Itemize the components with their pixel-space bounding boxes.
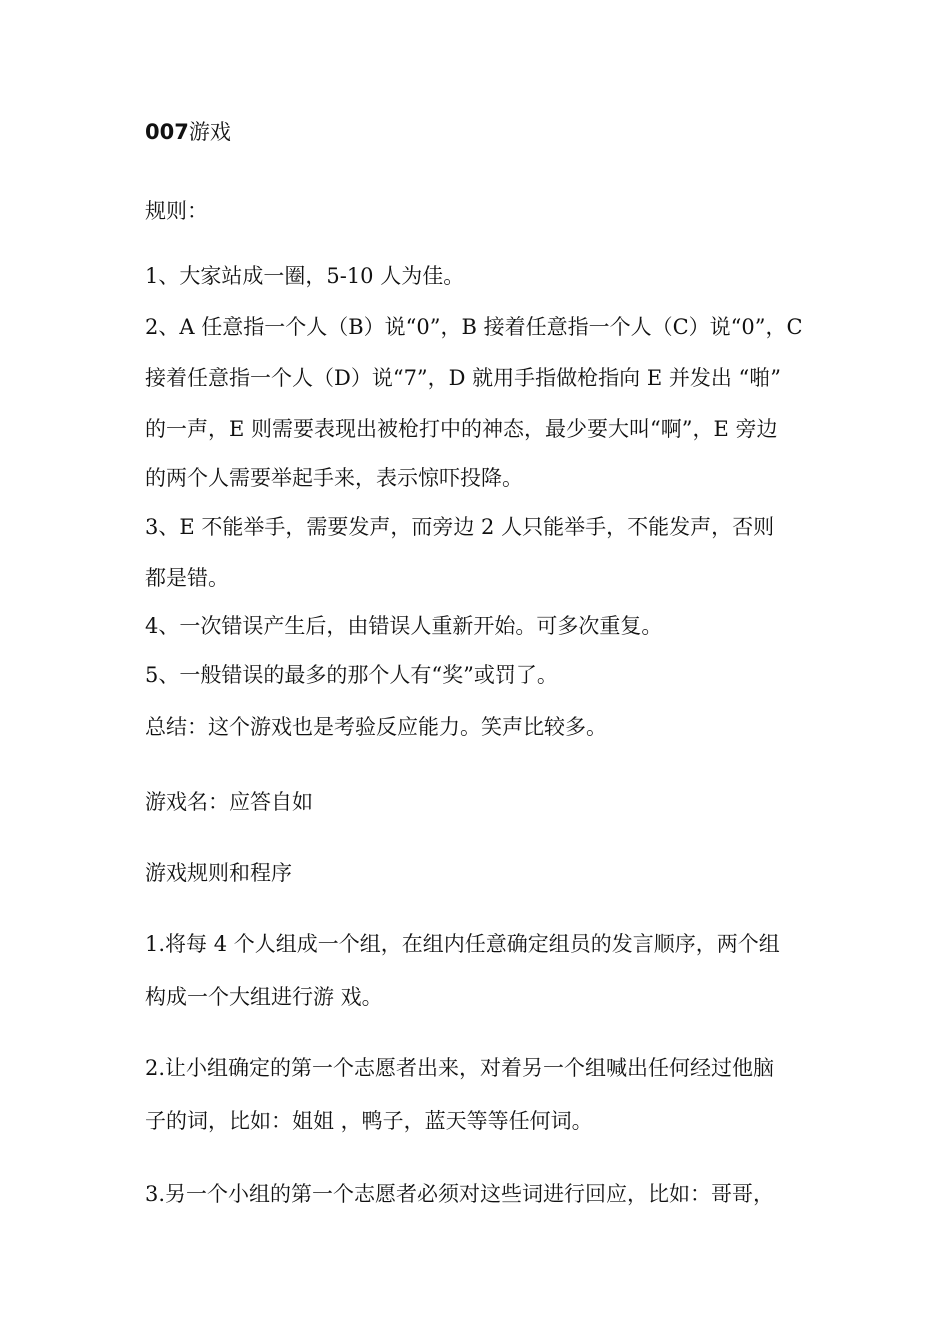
rule-line: 的两个人需要举起手来，表示惊吓投降。 <box>145 466 523 490</box>
rule-line: 1、大家站成一圈，5-10 人为佳。 <box>145 264 465 288</box>
rule-line: 都是错。 <box>145 566 229 590</box>
step-line: 1.将每 4 个人组成一个组，在组内任意确定组员的发言顺序，两个组 <box>145 932 780 956</box>
summary: 总结：这个游戏也是考验反应能力。笑声比较多。 <box>145 715 607 739</box>
rule-line: 5、一般错误的最多的那个人有“奖”或罚了。 <box>145 663 558 687</box>
step-line: 2.让小组确定的第一个志愿者出来，对着另一个组喊出任何经过他脑 <box>145 1056 775 1080</box>
rule-line: 4、一次错误产生后，由错误人重新开始。可多次重复。 <box>145 614 663 638</box>
step-line: 3.另一个小组的第一个志愿者必须对这些词进行回应，比如：哥哥， <box>145 1182 775 1206</box>
rule-line: 3、E 不能举手，需要发声，而旁边 2 人只能举手，不能发声，否则 <box>145 515 775 539</box>
rules-heading: 规则： <box>145 199 208 223</box>
step-line: 构成一个大组进行游 戏。 <box>145 985 383 1009</box>
rule-line: 2、A 任意指一个人（B）说“0”，B 接着任意指一个人（C）说“0”，C <box>145 315 803 339</box>
title-number: 007 <box>145 120 189 144</box>
title-text: 游戏 <box>188 120 231 144</box>
game2-name: 游戏名：应答自如 <box>145 790 313 814</box>
game2-heading: 游戏规则和程序 <box>145 861 292 885</box>
rule-line: 的一声，E 则需要表现出被枪打中的神态，最少要大叫“啊”，E 旁边 <box>145 417 778 441</box>
rule-line: 接着任意指一个人（D）说“7”，D 就用手指做枪指向 E 并发出 “啪” <box>145 366 782 390</box>
doc-title <box>145 118 825 146</box>
step-line: 子的词，比如：姐姐 ，鸭子，蓝天等等任何词。 <box>145 1109 593 1133</box>
